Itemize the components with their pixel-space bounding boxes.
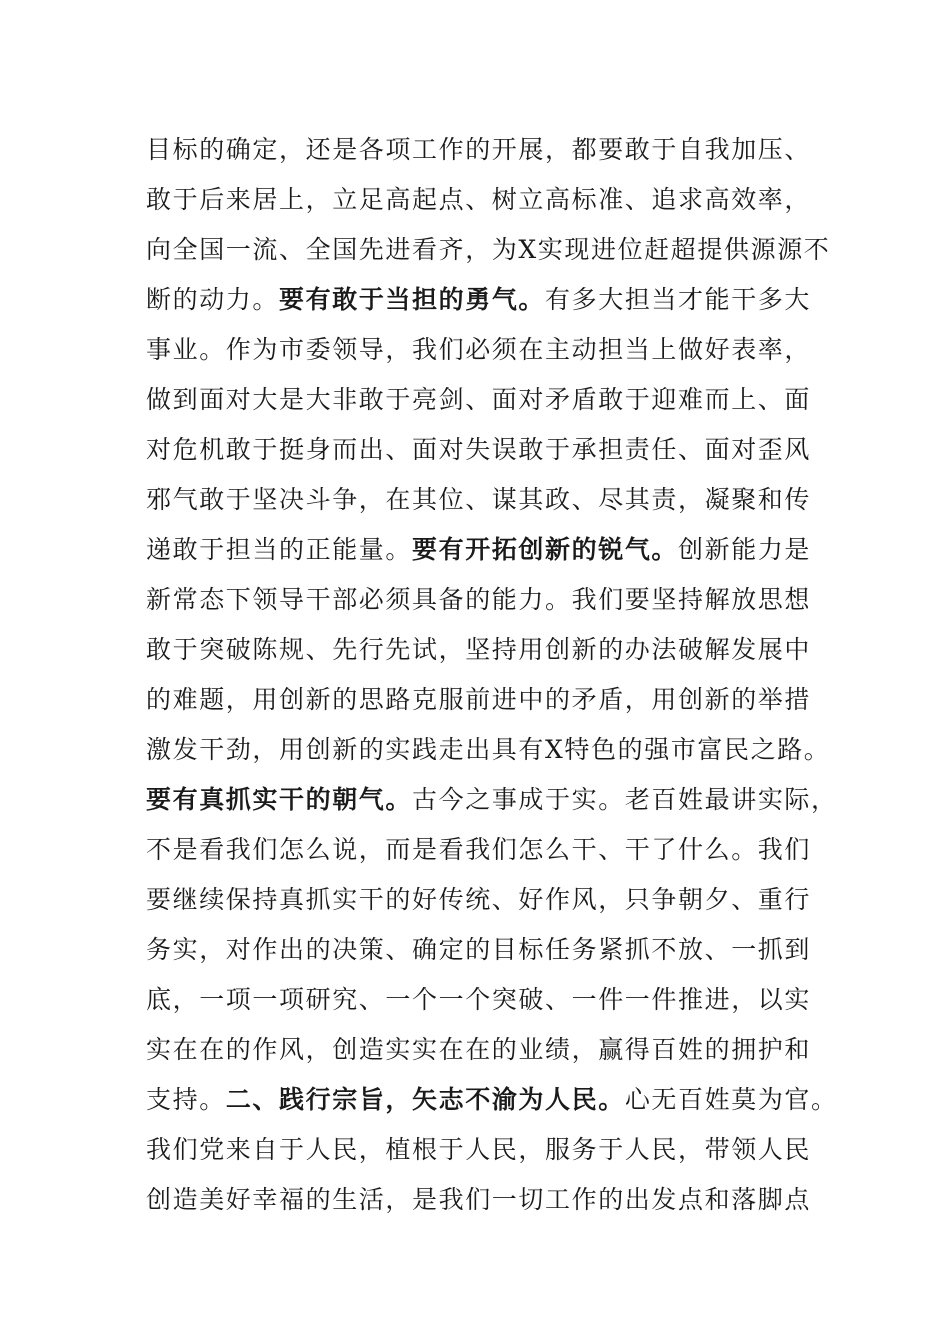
body-text-segment: 务实，对作出的决策、确定的目标任务紧抓不放、一抓到 (146, 935, 812, 964)
body-text-segment: 创新能力是 (678, 535, 812, 564)
bold-heading-text: 要有敢于当担的勇气。 (279, 285, 546, 314)
text-line (146, 175, 826, 225)
body-text-segment: 敢于后来居上，立足高起点、树立高标准、追求高效率， (146, 185, 812, 214)
text-line (146, 125, 826, 175)
body-text-segment: 目标的确定，还是各项工作的开展，都要敢于自我加压、 (146, 135, 812, 164)
text-line (146, 325, 826, 375)
text-line (146, 925, 826, 975)
bold-heading-text: 要有真抓实干的朝气。 (146, 785, 413, 814)
body-text-segment: 激发干劲，用创新的实践走出具有X特色的强市富民之路。 (146, 735, 831, 764)
body-text-segment: 的难题，用创新的思路克服前进中的矛盾，用创新的举措 (146, 685, 812, 714)
body-text-segment: 事业。作为市委领导，我们必须在主动担当上做好表率， (146, 335, 812, 364)
text-line (146, 1075, 838, 1125)
body-text-segment: 做到面对大是大非敢于亮剑、面对矛盾敢于迎难而上、面 (146, 385, 812, 414)
text-line (146, 775, 838, 825)
text-line (146, 375, 826, 425)
text-line (146, 225, 831, 275)
text-line (146, 525, 826, 575)
body-text-segment: 递敢于担当的正能量。 (146, 535, 413, 564)
text-line (146, 425, 826, 475)
text-line (146, 725, 831, 775)
text-line (146, 575, 826, 625)
body-text-segment: 实在在的作风，创造实实在在的业绩，赢得百姓的拥护和 (146, 1035, 812, 1064)
text-line (146, 475, 826, 525)
bold-heading-text: 要有开拓创新的锐气。 (412, 535, 679, 564)
text-line (146, 975, 826, 1025)
text-line (146, 825, 826, 875)
body-text-segment: 断的动力。 (146, 285, 280, 314)
body-text-segment: 心无百姓莫为官。 (624, 1085, 838, 1114)
text-line (146, 875, 826, 925)
body-text-segment: 支持。 (146, 1085, 226, 1114)
body-text-segment: 向全国一流、全国先进看齐，为X实现进位赶超提供源源不 (146, 235, 831, 264)
body-text-segment: 创造美好幸福的生活，是我们一切工作的出发点和落脚点 (146, 1185, 812, 1214)
text-line (146, 275, 826, 325)
text-line (146, 675, 826, 725)
text-line (146, 1025, 826, 1075)
text-line (146, 625, 826, 675)
text-line (146, 1175, 826, 1225)
body-text-segment: 有多大担当才能干多大 (545, 285, 812, 314)
body-text-segment: 要继续保持真抓实干的好传统、好作风，只争朝夕、重行 (146, 885, 812, 914)
body-text (146, 125, 838, 1225)
body-text-segment: 敢于突破陈规、先行先试，坚持用创新的办法破解发展中 (146, 635, 812, 664)
bold-heading-text: 二、践行宗旨，矢志不渝为人民。 (225, 1085, 625, 1114)
body-text-segment: 新常态下领导干部必须具备的能力。我们要坚持解放思想 (146, 585, 812, 614)
body-text-segment: 不是看我们怎么说，而是看我们怎么干、干了什么。我们 (146, 835, 812, 864)
body-text-segment: 古今之事成于实。老百姓最讲实际， (412, 785, 838, 814)
body-text-segment: 我们党来自于人民，植根于人民，服务于人民，带领人民 (146, 1135, 812, 1164)
body-text-segment: 底，一项一项研究、一个一个突破、一件一件推进，以实 (146, 985, 812, 1014)
text-line (146, 1125, 826, 1175)
body-text-segment: 邪气敢于坚决斗争，在其位、谋其政、尽其责，凝聚和传 (146, 485, 812, 514)
body-text-segment: 对危机敢于挺身而出、面对失误敢于承担责任、面对歪风 (146, 435, 812, 464)
